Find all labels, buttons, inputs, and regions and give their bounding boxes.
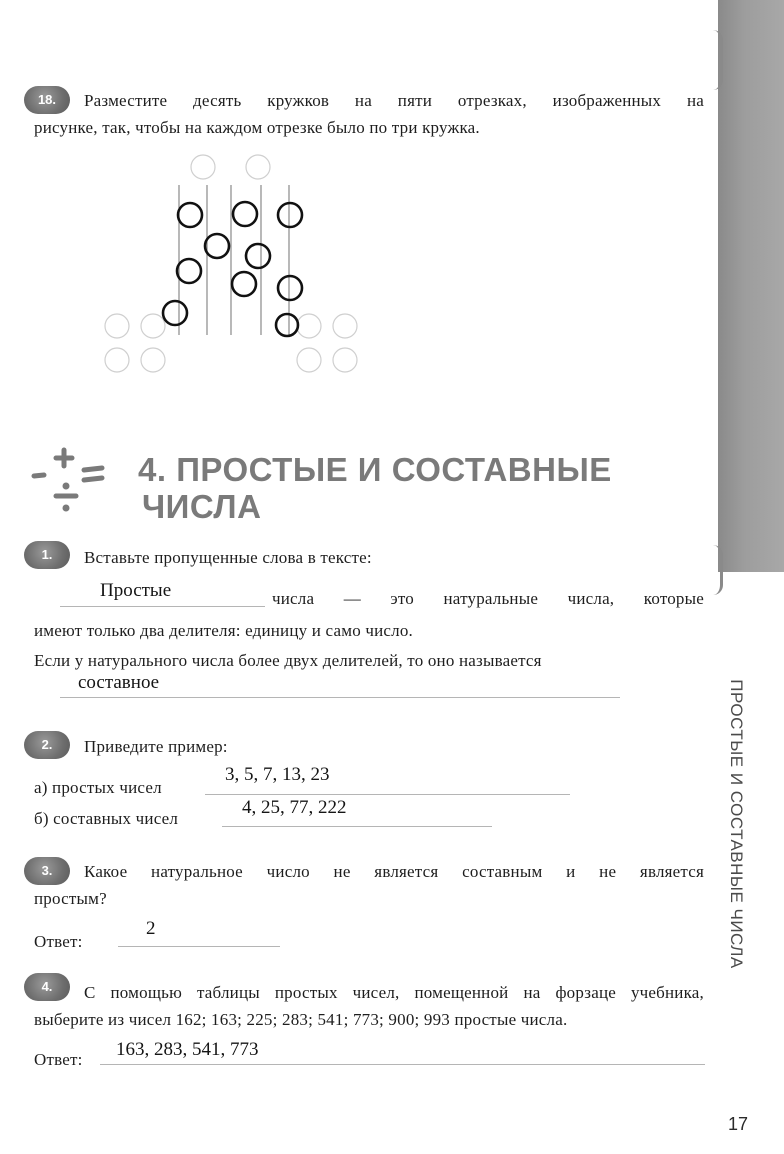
task-1-line-1: числа — это натуральные числа, которые <box>272 589 704 608</box>
section-title-line-2: ЧИСЛА <box>142 488 262 525</box>
task-2-badge: 2. <box>24 731 70 759</box>
task-3-line-1: Какое натуральное число не является составным и не является <box>84 862 704 881</box>
placed-circle <box>276 314 298 336</box>
faint-circle <box>191 155 215 179</box>
answer-line <box>60 606 265 607</box>
placed-circle <box>232 272 256 296</box>
side-tab <box>718 0 784 572</box>
placed-circle <box>278 203 302 227</box>
faint-circle <box>105 348 129 372</box>
circles-figure <box>95 145 375 385</box>
task-2-a-answer: 3, 5, 7, 13, 23 <box>225 764 330 785</box>
task-3-line-2: простым? <box>34 889 107 908</box>
faint-circle <box>297 348 321 372</box>
faint-circle <box>297 314 321 338</box>
task-4-answer-label: Ответ: <box>34 1050 83 1069</box>
task-2-prompt: Приведите пример: <box>84 737 228 756</box>
answer-line <box>100 1064 705 1065</box>
placed-circle <box>178 203 202 227</box>
minus-icon <box>34 475 44 476</box>
task-2-b-answer: 4, 25, 77, 222 <box>242 797 347 818</box>
side-chapter-title <box>722 664 750 984</box>
answer-line <box>222 826 492 827</box>
faint-circle <box>141 348 165 372</box>
side-chapter-title-text: ПРОСТЫЕ И СОСТАВНЫЕ ЧИСЛА <box>727 679 746 969</box>
placed-circle <box>205 234 229 258</box>
task-3-answer: 2 <box>146 918 156 939</box>
page-number: 17 <box>728 1114 749 1134</box>
placed-circles <box>163 202 302 336</box>
task-1-answer-2: составное <box>78 672 160 693</box>
task-18-line-2: рисунке, так, чтобы на каждом отрезке было по три кружка. <box>34 118 480 137</box>
section-title-line-1: 4. ПРОСТЫЕ И СОСТАВНЫЕ <box>138 451 612 488</box>
placed-circle <box>177 259 201 283</box>
task-1-badge: 1. <box>24 541 70 569</box>
equals-icon <box>84 468 102 470</box>
faint-circle <box>141 314 165 338</box>
task-3-badge: 3. <box>24 857 70 885</box>
answer-line <box>118 946 280 947</box>
task-1-line-3: Если у натурального числа более двух делителей, то оно называется <box>34 651 542 670</box>
task-1-answer-1: Простые <box>100 580 172 601</box>
placed-circle <box>233 202 257 226</box>
answer-line <box>60 697 620 698</box>
faint-circle <box>105 314 129 338</box>
faint-circle <box>246 155 270 179</box>
task-1-line-2: имеют только два делителя: единицу и само число. <box>34 621 413 640</box>
task-18-badge: 18. <box>24 86 70 114</box>
task-2-a-label: а) простых чисел <box>34 778 162 797</box>
task-4-answer: 163, 283, 541, 773 <box>116 1039 259 1060</box>
task-2-b-label: б) составных чисел <box>34 809 179 828</box>
placed-circle <box>163 301 187 325</box>
faint-circle <box>333 314 357 338</box>
placed-circle <box>246 244 270 268</box>
tab-edge-top <box>700 30 723 90</box>
task-1-prompt: Вставьте пропущенные слова в тексте: <box>84 548 372 567</box>
task-4-line-1: С помощью таблицы простых чисел, помещенной на форзаце учебника, <box>84 983 704 1002</box>
placed-circle <box>278 276 302 300</box>
answer-line <box>205 794 570 795</box>
task-4-badge: 4. <box>24 973 70 1001</box>
math-operations-icon <box>26 446 112 518</box>
task-3-answer-label: Ответ: <box>34 932 83 951</box>
faint-circle <box>333 348 357 372</box>
task-18-line-1: Разместите десять кружков на пяти отрезках, изображенных на <box>84 91 704 110</box>
task-4-line-2: выберите из чисел 162; 163; 225; 283; 541; 773; 900; 993 простые числа. <box>34 1010 568 1029</box>
